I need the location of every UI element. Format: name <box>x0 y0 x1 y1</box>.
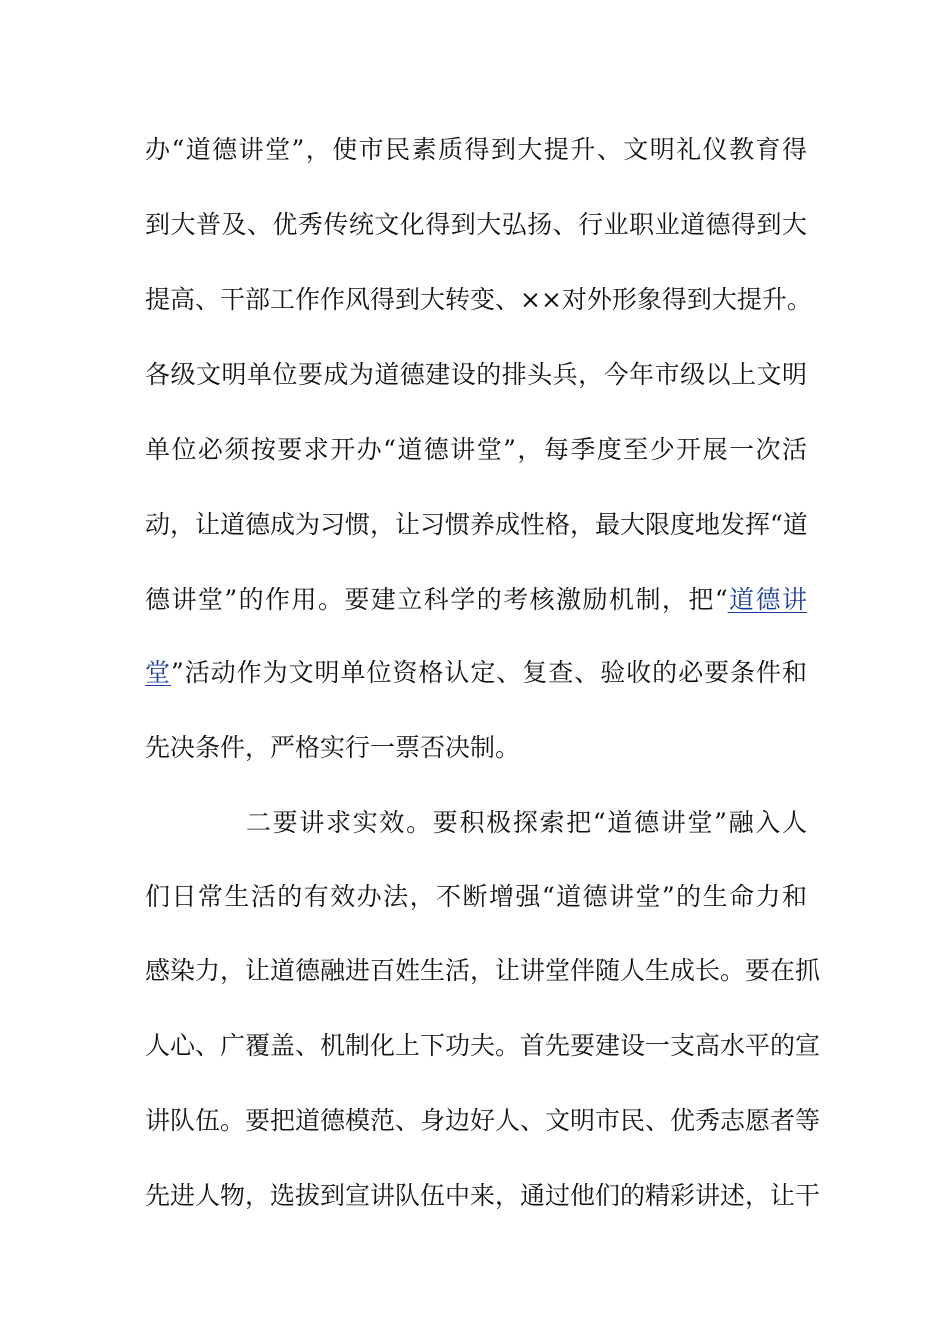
text-line: 感染力，让道德融进百姓生活，让讲堂伴随人生成长。要在抓 <box>145 956 821 985</box>
daode-jiangtang-link-continued[interactable]: 堂 <box>145 658 171 687</box>
text-line: 动，让道德成为习惯，让习惯养成性格，最大限度地发挥“道 <box>145 510 808 539</box>
text-line: 到大普及、优秀传统文化得到大弘扬、行业职业道德得到大 <box>145 210 807 239</box>
text-line <box>145 580 807 620</box>
text-segment: 德讲堂”的作用。要建立科学的考核激励机制，把“ <box>145 585 728 614</box>
text-line: 讲队伍。要把道德模范、身边好人、文明市民、优秀志愿者等 <box>145 1106 821 1135</box>
text-line: 先进人物，选拔到宣讲队伍中来，通过他们的精彩讲述，让干 <box>145 1181 821 1210</box>
text-line: 人心、广覆盖、机制化上下功夫。首先要建设一支高水平的宣 <box>145 1031 821 1060</box>
paragraph-end-line: 先决条件，严格实行一票否决制。 <box>145 733 521 762</box>
text-line: 们日常生活的有效办法，不断增强“道德讲堂”的生命力和 <box>145 882 807 911</box>
paragraph-start-line: 二要讲求实效。要积极探索把“道德讲堂”融入人 <box>246 808 807 837</box>
text-line: 各级文明单位要成为道德建设的排头兵，今年市级以上文明 <box>145 360 807 389</box>
text-segment: ”活动作为文明单位资格认定、复查、验收的必要条件和 <box>170 658 807 687</box>
text-line <box>145 653 807 693</box>
text-line: 提高、干部工作作风得到大转变、××对外形象得到大提升。 <box>145 285 812 314</box>
text-line: 单位必须按要求开办“道德讲堂”，每季度至少开展一次活 <box>145 435 807 464</box>
daode-jiangtang-link[interactable]: 道德讲 <box>727 585 807 614</box>
text-line: 办“道德讲堂”，使市民素质得到大提升、文明礼仪教育得 <box>145 135 807 164</box>
